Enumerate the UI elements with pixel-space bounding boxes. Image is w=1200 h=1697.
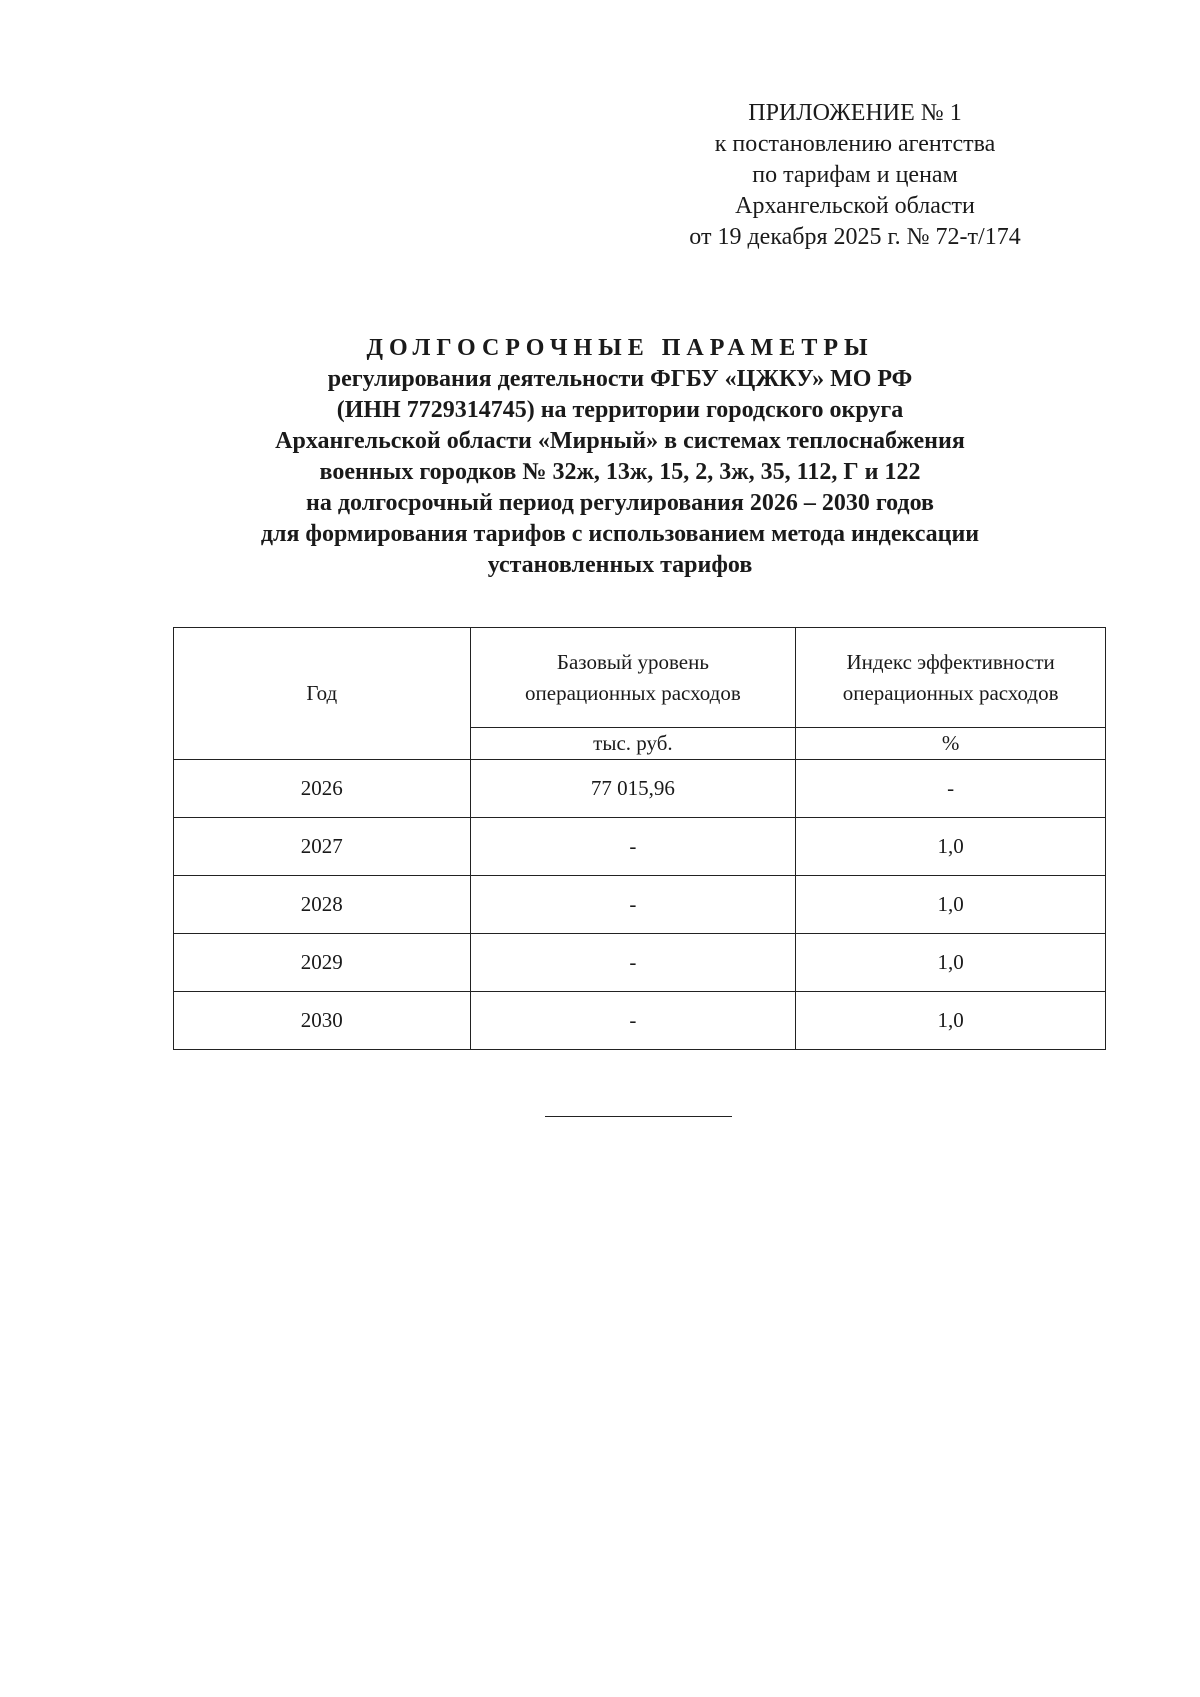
title-line: (ИНН 7729314745) на территории городского округа bbox=[336, 397, 904, 423]
table-row bbox=[174, 934, 1106, 992]
title-line: регулирования деятельности ФГБУ «ЦЖКУ» МО РФ bbox=[327, 366, 913, 392]
title-line: установленных тарифов bbox=[487, 552, 753, 578]
cell-year: 2030 bbox=[174, 992, 471, 1050]
header-base-level bbox=[470, 628, 796, 728]
cell-year: 2026 bbox=[174, 760, 471, 818]
appendix-line: по тарифам и ценам bbox=[752, 162, 958, 188]
appendix-block bbox=[620, 98, 1090, 253]
cell-year: 2027 bbox=[174, 818, 471, 876]
header-base-line: Базовый уровень bbox=[556, 649, 709, 674]
table-row bbox=[174, 818, 1106, 876]
cell-base: - bbox=[470, 934, 796, 992]
parameters-table bbox=[173, 627, 1106, 1050]
end-divider bbox=[545, 1116, 732, 1117]
cell-base: - bbox=[470, 992, 796, 1050]
unit-index: % bbox=[796, 728, 1106, 760]
document-title bbox=[150, 333, 1090, 581]
header-base-line: операционных расходов bbox=[525, 680, 741, 705]
header-index-line: операционных расходов bbox=[842, 680, 1059, 705]
header-year: Год bbox=[174, 628, 471, 760]
title-line: Архангельской области «Мирный» в системах теплоснабжения bbox=[275, 428, 965, 454]
cell-index: 1,0 bbox=[796, 818, 1106, 876]
cell-year: 2028 bbox=[174, 876, 471, 934]
cell-index: 1,0 bbox=[796, 934, 1106, 992]
appendix-line: ПРИЛОЖЕНИЕ № 1 bbox=[748, 100, 962, 126]
cell-index: 1,0 bbox=[796, 876, 1106, 934]
cell-base: - bbox=[470, 818, 796, 876]
cell-index: - bbox=[796, 760, 1106, 818]
unit-base: тыс. руб. bbox=[470, 728, 796, 760]
cell-base: - bbox=[470, 876, 796, 934]
cell-index: 1,0 bbox=[796, 992, 1106, 1050]
header-index-line: Индекс эффективности bbox=[846, 649, 1055, 674]
title-line: на долгосрочный период регулирования 2026 – 2030 годов bbox=[306, 490, 934, 516]
appendix-line: Архангельской области bbox=[735, 193, 975, 219]
table-row bbox=[174, 760, 1106, 818]
title-heading: ДОЛГОСРОЧНЫЕ ПАРАМЕТРЫ bbox=[366, 335, 874, 361]
appendix-line: к постановлению агентства bbox=[714, 131, 996, 157]
table-row bbox=[174, 992, 1106, 1050]
title-line: военных городков № 32ж, 13ж, 15, 2, 3ж, 35, 112, Г и 122 bbox=[319, 459, 921, 485]
appendix-line: от 19 декабря 2025 г. № 72-т/174 bbox=[689, 224, 1021, 250]
table-header-row bbox=[174, 628, 1106, 728]
table-row bbox=[174, 876, 1106, 934]
title-line: для формирования тарифов с использованием метода индексации bbox=[260, 521, 980, 547]
cell-year: 2029 bbox=[174, 934, 471, 992]
cell-base: 77 015,96 bbox=[470, 760, 796, 818]
header-efficiency-index bbox=[796, 628, 1106, 728]
